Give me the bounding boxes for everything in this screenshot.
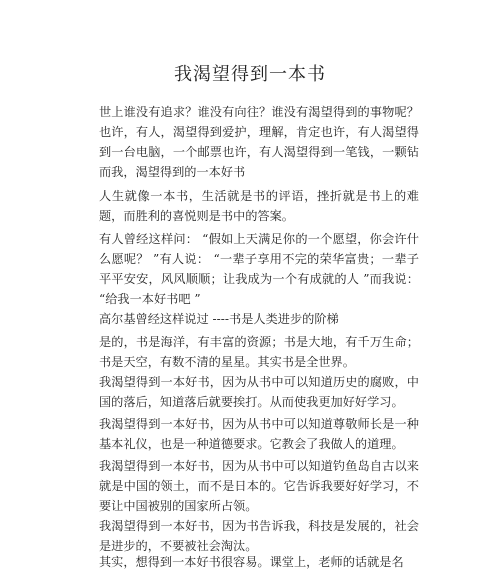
paragraph-6: 我渴望得到一本好书，因为从书中可以知道历史的腐败，中国的落后，知道落后就要挨打。从而使我更加好好学习。 [99, 375, 419, 409]
paragraph-1: 世上谁没有追求？谁没有向往？谁没有渴望得到的事物呢？也许，有人，渴望得到爱护，理解，肯定也许，有人渴望得到一台电脑，一个邮票也许，有人渴望得到一笔钱，一颗钻而我，渴望得到的一本好书 [99, 105, 419, 179]
paragraph-4: 高尔基曾经这样说过 ----书是人类进步的阶梯 [99, 312, 339, 326]
document-title: 我渴望得到一本书 [174, 64, 326, 85]
paragraph-10: 其实，想得到一本好书很容易。课堂上，老师的话就是名 [99, 555, 404, 569]
paragraph-7: 我渴望得到一本好书，因为从书中可以知道尊敬师长是一种基本礼仪，也是一种道德要求。它教会了我做人的道理。 [99, 417, 419, 451]
paragraph-9: 我渴望得到一本好书，因为书告诉我，科技是发展的，社会是进步的，不要被社会淘汰。 [99, 519, 419, 553]
paragraph-8: 我渴望得到一本好书，因为从书中可以知道钓鱼岛自古以来就是中国的领土，而不是日本的。它告诉我要好好学习，不要让中国被别的国家所占领。 [99, 459, 419, 513]
paragraph-5: 是的，书是海洋，有丰富的资源；书是大地，有千万生命；书是天空，有数不清的星星。其实书是全世界。 [99, 335, 419, 369]
paragraph-2: 人生就像一本书，生活就是书的评语，挫折就是书上的难题，而胜利的喜悦则是书中的答案。 [99, 189, 419, 223]
paragraph-3: 有人曾经这样问： “假如上天满足你的一个愿望，你会许什么愿呢？ ”有人说： “一辈子享用不完的荣华富贵；一辈子平平安安，风风顺顺；让我成为一个有成就的人 ”而我说： “给我一本好书吧 ” [99, 232, 419, 306]
